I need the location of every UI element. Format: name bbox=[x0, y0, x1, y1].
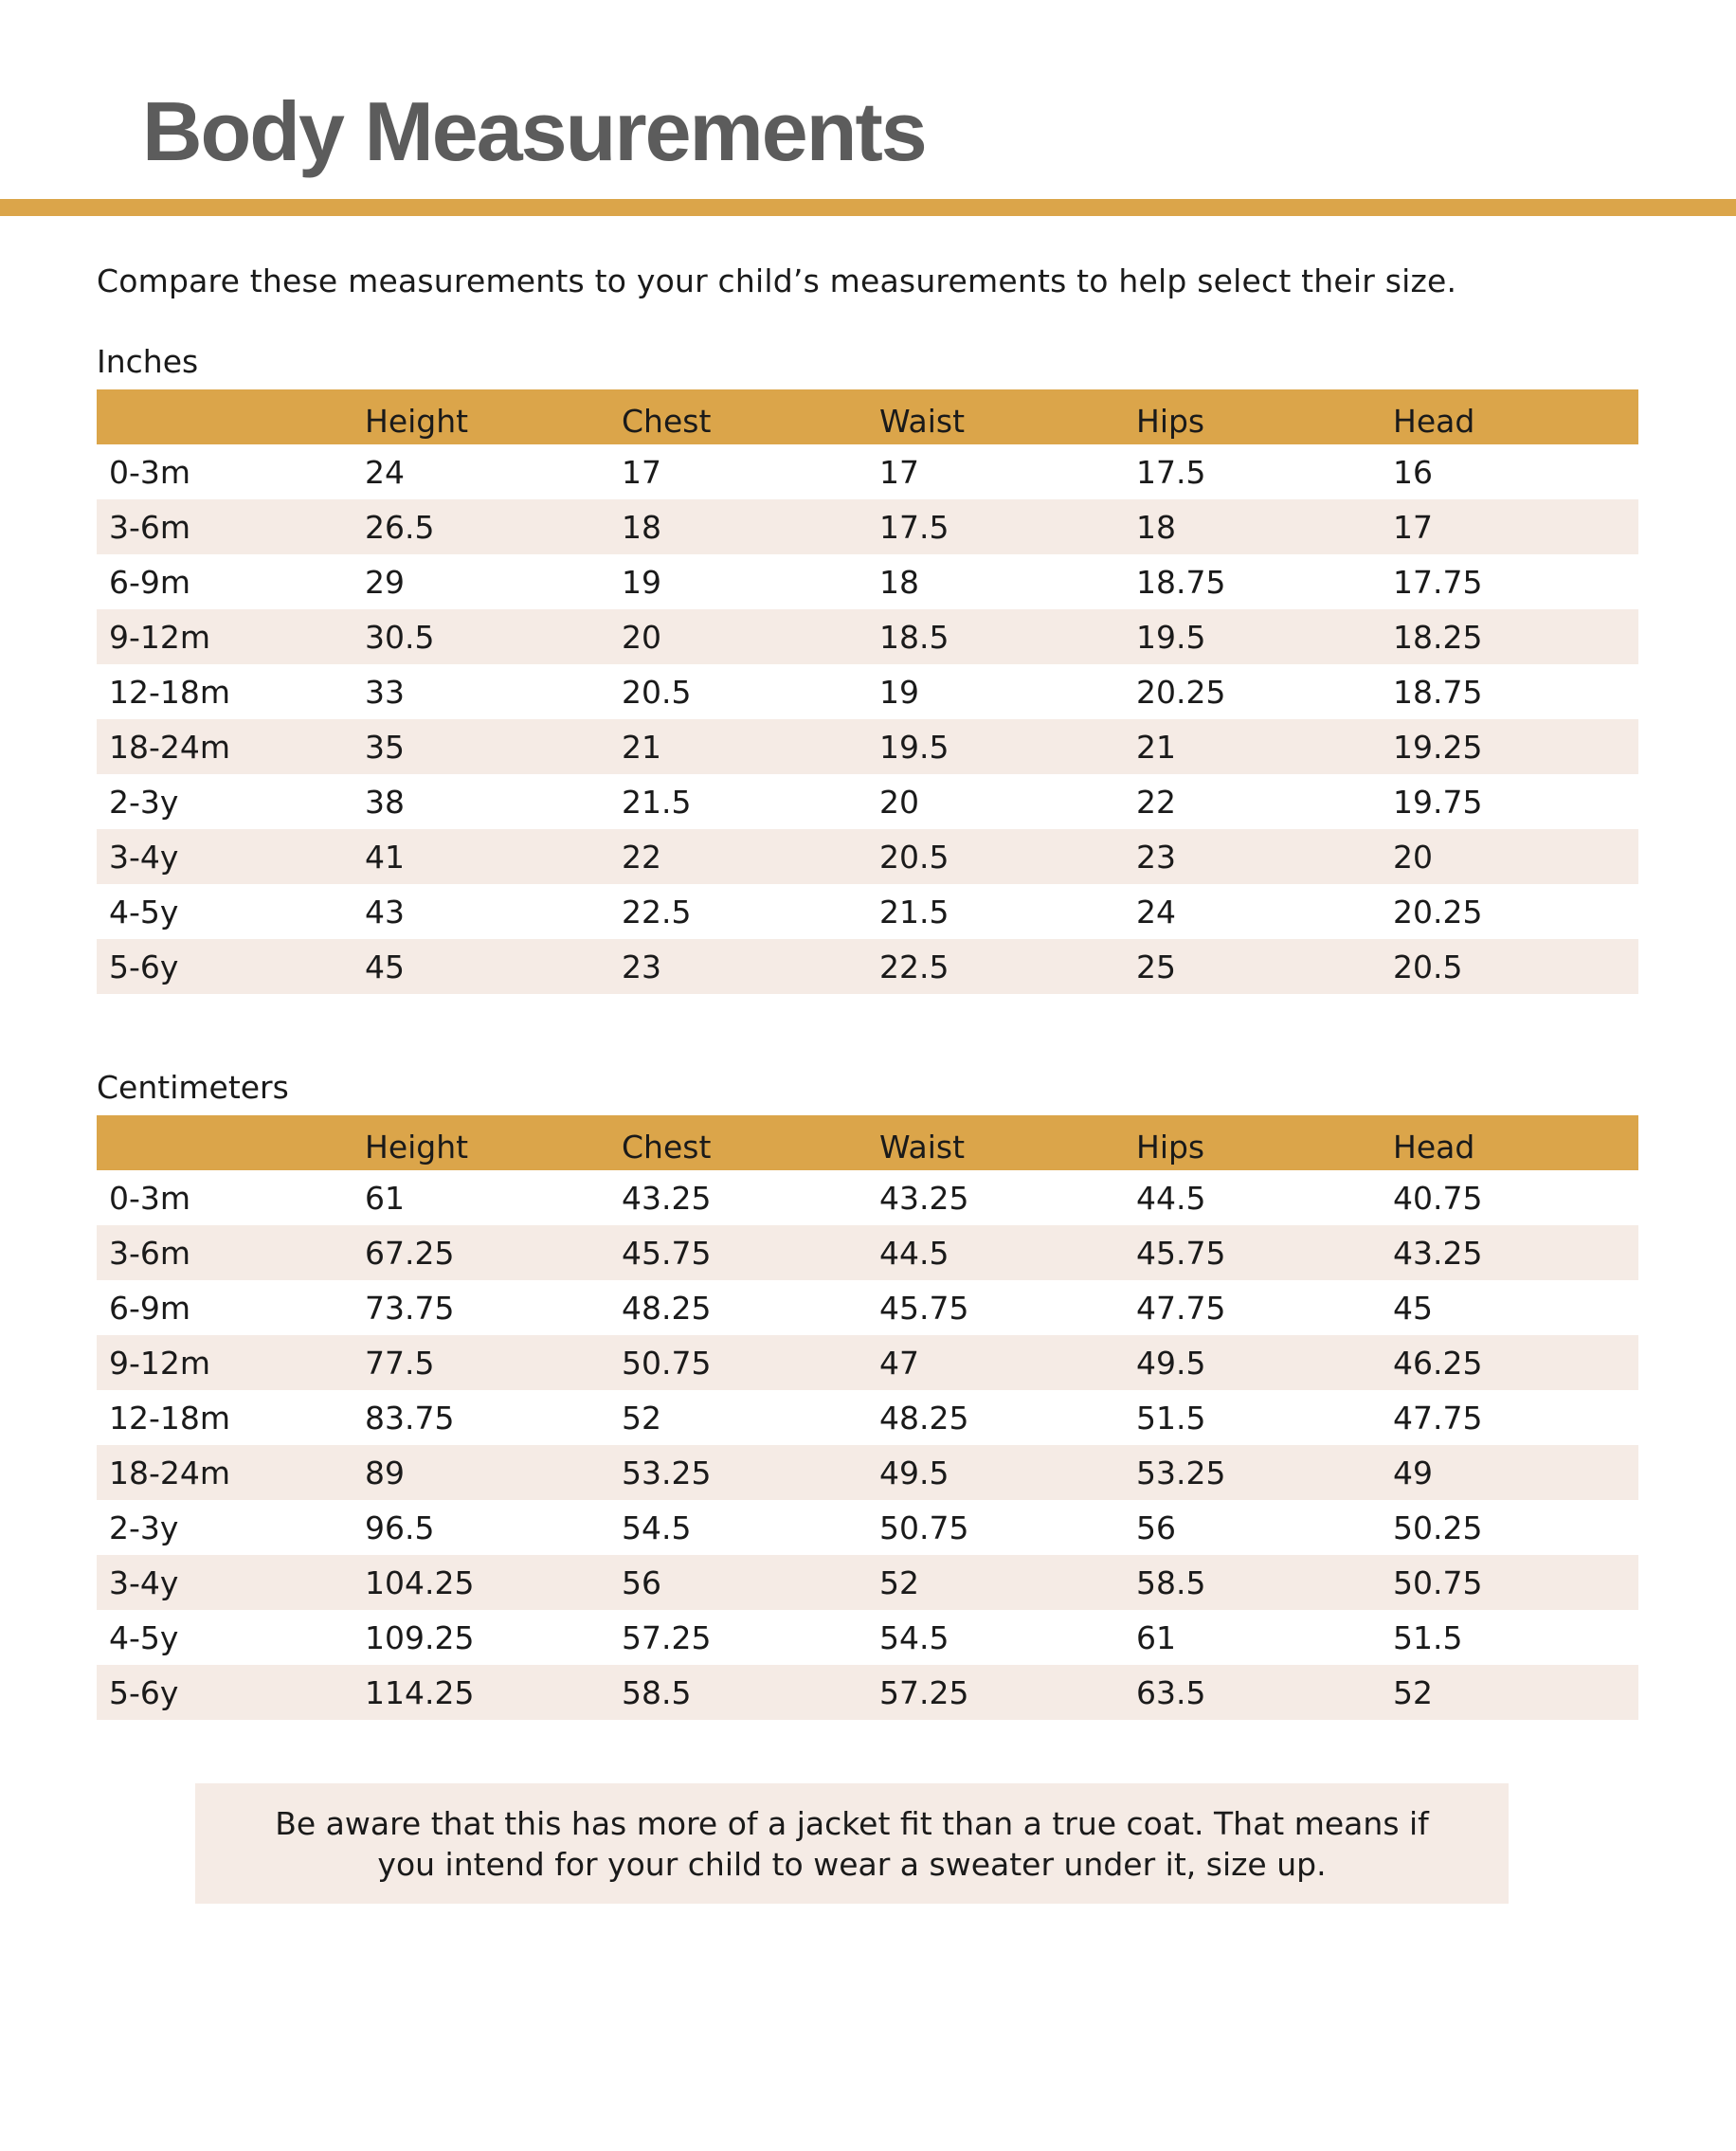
value-cell-head: 17 bbox=[1393, 508, 1433, 546]
value-cell-chest: 53.25 bbox=[622, 1454, 712, 1491]
value-cell-waist: 50.75 bbox=[879, 1509, 969, 1546]
value-cell-chest: 43.25 bbox=[622, 1179, 712, 1217]
table-row bbox=[97, 1445, 1638, 1500]
value-cell-hips: 19.5 bbox=[1136, 618, 1206, 656]
size-cell: 4-5y bbox=[109, 1618, 179, 1656]
size-cell: 2-3y bbox=[109, 783, 179, 821]
value-cell-height: 26.5 bbox=[365, 508, 435, 546]
value-cell-chest: 22.5 bbox=[622, 893, 692, 931]
value-cell-waist: 20.5 bbox=[879, 838, 949, 876]
table-row bbox=[97, 719, 1638, 774]
value-cell-waist: 43.25 bbox=[879, 1179, 969, 1217]
table-row bbox=[97, 1280, 1638, 1335]
value-cell-hips: 24 bbox=[1136, 893, 1176, 931]
table-row bbox=[97, 1170, 1638, 1225]
table-row bbox=[97, 444, 1638, 499]
value-cell-hips: 51.5 bbox=[1136, 1399, 1206, 1437]
value-cell-chest: 45.75 bbox=[622, 1234, 712, 1272]
value-cell-head: 51.5 bbox=[1393, 1618, 1463, 1656]
value-cell-height: 41 bbox=[365, 838, 405, 876]
value-cell-height: 109.25 bbox=[365, 1618, 475, 1656]
value-cell-head: 47.75 bbox=[1393, 1399, 1483, 1437]
header-cell-hips: Hips bbox=[1136, 402, 1205, 440]
value-cell-hips: 20.25 bbox=[1136, 673, 1226, 711]
size-cell: 9-12m bbox=[109, 1344, 211, 1382]
value-cell-chest: 57.25 bbox=[622, 1618, 712, 1656]
value-cell-chest: 58.5 bbox=[622, 1673, 692, 1711]
fit-note-box bbox=[195, 1783, 1509, 1904]
value-cell-waist: 57.25 bbox=[879, 1673, 969, 1711]
value-cell-chest: 52 bbox=[622, 1399, 661, 1437]
value-cell-chest: 18 bbox=[622, 508, 661, 546]
table-row bbox=[97, 1555, 1638, 1610]
table-row bbox=[97, 499, 1638, 554]
value-cell-head: 17.75 bbox=[1393, 563, 1483, 601]
value-cell-head: 52 bbox=[1393, 1673, 1433, 1711]
size-cell: 5-6y bbox=[109, 1673, 179, 1711]
header-cell-size bbox=[97, 389, 365, 444]
header-cell-chest: Chest bbox=[622, 1128, 712, 1166]
value-cell-hips: 53.25 bbox=[1136, 1454, 1226, 1491]
value-cell-waist: 19.5 bbox=[879, 728, 949, 766]
value-cell-hips: 61 bbox=[1136, 1618, 1176, 1656]
size-cell: 9-12m bbox=[109, 618, 211, 656]
table-row bbox=[97, 1665, 1638, 1720]
value-cell-chest: 19 bbox=[622, 563, 661, 601]
size-cell: 2-3y bbox=[109, 1509, 179, 1546]
value-cell-head: 46.25 bbox=[1393, 1344, 1483, 1382]
inches-table bbox=[97, 389, 1638, 994]
value-cell-head: 43.25 bbox=[1393, 1234, 1483, 1272]
value-cell-height: 83.75 bbox=[365, 1399, 455, 1437]
size-cell: 3-6m bbox=[109, 1234, 191, 1272]
header-cell-chest: Chest bbox=[622, 402, 712, 440]
value-cell-chest: 54.5 bbox=[622, 1509, 692, 1546]
value-cell-chest: 20 bbox=[622, 618, 661, 656]
value-cell-waist: 45.75 bbox=[879, 1289, 969, 1327]
value-cell-height: 35 bbox=[365, 728, 405, 766]
value-cell-head: 20.25 bbox=[1393, 893, 1483, 931]
value-cell-waist: 54.5 bbox=[879, 1618, 949, 1656]
size-cell: 12-18m bbox=[109, 673, 231, 711]
value-cell-waist: 22.5 bbox=[879, 948, 949, 985]
value-cell-waist: 19 bbox=[879, 673, 919, 711]
table-row bbox=[97, 939, 1638, 994]
header-cell-head: Head bbox=[1393, 402, 1475, 440]
value-cell-waist: 17.5 bbox=[879, 508, 949, 546]
table-row bbox=[97, 609, 1638, 664]
table-header-row bbox=[97, 389, 1638, 444]
size-cell: 3-6m bbox=[109, 508, 191, 546]
size-cell: 18-24m bbox=[109, 728, 231, 766]
value-cell-hips: 18 bbox=[1136, 508, 1176, 546]
value-cell-height: 45 bbox=[365, 948, 405, 985]
title-divider-band bbox=[0, 199, 1736, 216]
value-cell-height: 33 bbox=[365, 673, 405, 711]
value-cell-chest: 23 bbox=[622, 948, 661, 985]
value-cell-head: 50.75 bbox=[1393, 1564, 1483, 1601]
header-cell-waist: Waist bbox=[879, 402, 966, 440]
value-cell-chest: 48.25 bbox=[622, 1289, 712, 1327]
value-cell-waist: 18 bbox=[879, 563, 919, 601]
value-cell-waist: 44.5 bbox=[879, 1234, 949, 1272]
size-cell: 3-4y bbox=[109, 838, 179, 876]
header-cell-waist: Waist bbox=[879, 1128, 966, 1166]
value-cell-head: 49 bbox=[1393, 1454, 1433, 1491]
size-cell: 6-9m bbox=[109, 1289, 191, 1327]
page-title: Body Measurements bbox=[142, 84, 926, 178]
fit-note-text: Be aware that this has more of a jacket fit than a true coat. That means if you intend for your child to wear a sweater under it, size up. bbox=[275, 1804, 1429, 1883]
intro-text: Compare these measurements to your child’s measurements to help select their size. bbox=[97, 262, 1457, 299]
value-cell-head: 19.25 bbox=[1393, 728, 1483, 766]
value-cell-chest: 21.5 bbox=[622, 783, 692, 821]
value-cell-waist: 18.5 bbox=[879, 618, 949, 656]
value-cell-hips: 45.75 bbox=[1136, 1234, 1226, 1272]
value-cell-height: 24 bbox=[365, 453, 405, 491]
size-cell: 4-5y bbox=[109, 893, 179, 931]
value-cell-chest: 21 bbox=[622, 728, 661, 766]
value-cell-waist: 20 bbox=[879, 783, 919, 821]
value-cell-chest: 20.5 bbox=[622, 673, 692, 711]
value-cell-height: 89 bbox=[365, 1454, 405, 1491]
value-cell-head: 20.5 bbox=[1393, 948, 1463, 985]
size-cell: 18-24m bbox=[109, 1454, 231, 1491]
size-cell: 6-9m bbox=[109, 563, 191, 601]
value-cell-head: 19.75 bbox=[1393, 783, 1483, 821]
value-cell-height: 29 bbox=[365, 563, 405, 601]
value-cell-height: 30.5 bbox=[365, 618, 435, 656]
table-row bbox=[97, 1335, 1638, 1390]
header-cell-height: Height bbox=[365, 1128, 469, 1166]
value-cell-height: 77.5 bbox=[365, 1344, 435, 1382]
table-row bbox=[97, 554, 1638, 609]
value-cell-waist: 17 bbox=[879, 453, 919, 491]
value-cell-head: 18.75 bbox=[1393, 673, 1483, 711]
size-cell: 5-6y bbox=[109, 948, 179, 985]
value-cell-height: 61 bbox=[365, 1179, 405, 1217]
size-cell: 0-3m bbox=[109, 1179, 191, 1217]
value-cell-chest: 50.75 bbox=[622, 1344, 712, 1382]
table-row bbox=[97, 1225, 1638, 1280]
value-cell-hips: 23 bbox=[1136, 838, 1176, 876]
value-cell-head: 18.25 bbox=[1393, 618, 1483, 656]
table-row bbox=[97, 1610, 1638, 1665]
value-cell-hips: 22 bbox=[1136, 783, 1176, 821]
value-cell-chest: 17 bbox=[622, 453, 661, 491]
value-cell-hips: 18.75 bbox=[1136, 563, 1226, 601]
value-cell-hips: 58.5 bbox=[1136, 1564, 1206, 1601]
value-cell-hips: 44.5 bbox=[1136, 1179, 1206, 1217]
table-row bbox=[97, 829, 1638, 884]
value-cell-waist: 48.25 bbox=[879, 1399, 969, 1437]
table-row bbox=[97, 1390, 1638, 1445]
centimeters-table bbox=[97, 1115, 1638, 1720]
value-cell-head: 50.25 bbox=[1393, 1509, 1483, 1546]
table-row bbox=[97, 1500, 1638, 1555]
value-cell-head: 20 bbox=[1393, 838, 1433, 876]
size-cell: 0-3m bbox=[109, 453, 191, 491]
value-cell-hips: 25 bbox=[1136, 948, 1176, 985]
value-cell-waist: 47 bbox=[879, 1344, 919, 1382]
size-cell: 3-4y bbox=[109, 1564, 179, 1601]
value-cell-hips: 49.5 bbox=[1136, 1344, 1206, 1382]
centimeters-label: Centimeters bbox=[97, 1069, 289, 1106]
value-cell-height: 38 bbox=[365, 783, 405, 821]
value-cell-hips: 47.75 bbox=[1136, 1289, 1226, 1327]
value-cell-hips: 21 bbox=[1136, 728, 1176, 766]
inches-label: Inches bbox=[97, 343, 199, 380]
value-cell-height: 104.25 bbox=[365, 1564, 475, 1601]
header-cell-size bbox=[97, 1115, 365, 1170]
value-cell-height: 114.25 bbox=[365, 1673, 475, 1711]
header-cell-hips: Hips bbox=[1136, 1128, 1205, 1166]
value-cell-hips: 56 bbox=[1136, 1509, 1176, 1546]
table-row bbox=[97, 664, 1638, 719]
value-cell-height: 73.75 bbox=[365, 1289, 455, 1327]
value-cell-chest: 22 bbox=[622, 838, 661, 876]
table-header-row bbox=[97, 1115, 1638, 1170]
value-cell-head: 40.75 bbox=[1393, 1179, 1483, 1217]
header-cell-head: Head bbox=[1393, 1128, 1475, 1166]
value-cell-head: 45 bbox=[1393, 1289, 1433, 1327]
value-cell-hips: 17.5 bbox=[1136, 453, 1206, 491]
value-cell-waist: 21.5 bbox=[879, 893, 949, 931]
value-cell-hips: 63.5 bbox=[1136, 1673, 1206, 1711]
value-cell-head: 16 bbox=[1393, 453, 1433, 491]
value-cell-height: 43 bbox=[365, 893, 405, 931]
value-cell-height: 96.5 bbox=[365, 1509, 435, 1546]
value-cell-height: 67.25 bbox=[365, 1234, 455, 1272]
value-cell-waist: 52 bbox=[879, 1564, 919, 1601]
table-row bbox=[97, 884, 1638, 939]
table-row bbox=[97, 774, 1638, 829]
size-cell: 12-18m bbox=[109, 1399, 231, 1437]
value-cell-chest: 56 bbox=[622, 1564, 661, 1601]
value-cell-waist: 49.5 bbox=[879, 1454, 949, 1491]
header-cell-height: Height bbox=[365, 402, 469, 440]
